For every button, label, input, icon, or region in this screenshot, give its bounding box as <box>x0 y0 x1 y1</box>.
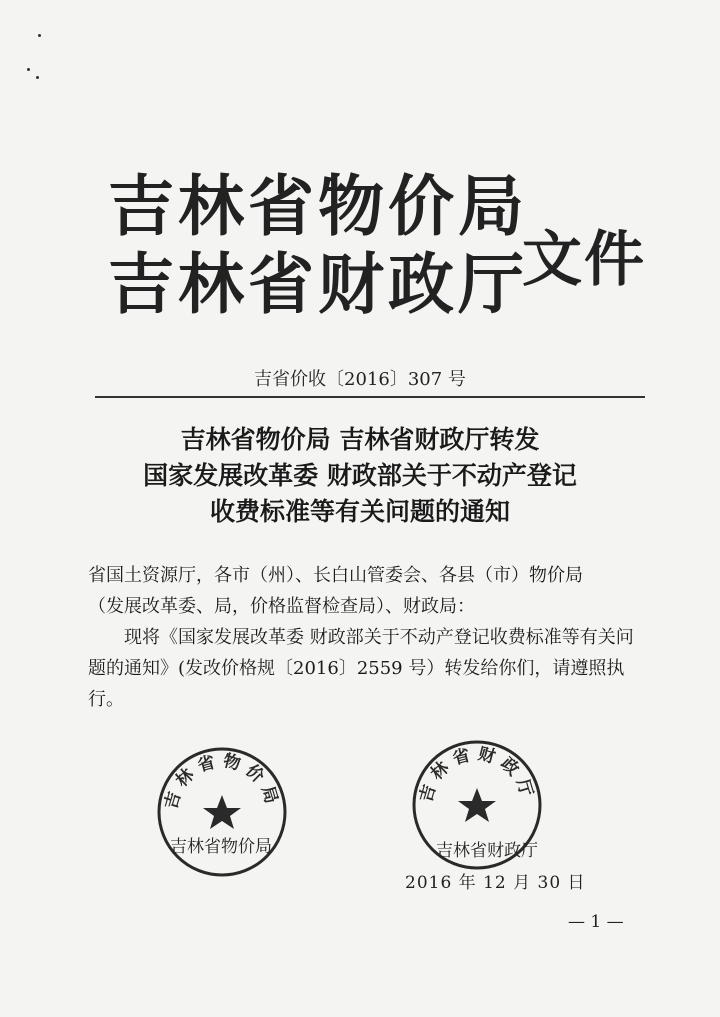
seal-1-arc-text: 吉林省物价局 <box>161 751 283 812</box>
issue-date: 2016 年 12 月 30 日 <box>405 873 586 893</box>
scan-speck <box>27 68 30 71</box>
document-type-label: 文件 <box>522 225 646 295</box>
signatory-org-2: 吉林省财政厅 <box>436 841 538 861</box>
document-body <box>88 560 648 715</box>
seal-2-arc-text: 吉林省财政厅 <box>416 744 538 805</box>
issuing-org-1: 吉林省物价局 <box>108 168 528 245</box>
star-icon <box>203 795 241 829</box>
star-icon <box>458 788 496 822</box>
page-number: — 1 — <box>568 912 624 932</box>
document-number: 吉省价收〔2016〕307 号 <box>254 369 466 390</box>
body-paragraph: 现将《国家发展改革委 财政部关于不动产登记收费标准等有关问题的通知》(发改价格规〔2016〕2559 号）转发给你们，请遵照执行。 <box>88 627 634 710</box>
document-title <box>0 422 720 530</box>
scan-speck <box>36 76 39 79</box>
title-line: 收费标准等有关问题的通知 <box>209 497 510 526</box>
title-line: 吉林省物价局 吉林省财政厅转发 <box>180 425 540 454</box>
recipients-line: （发展改革委、局，价格监督检查局）、财政局： <box>88 596 475 617</box>
seal-1-graphic <box>155 745 289 879</box>
scan-speck <box>38 34 41 37</box>
recipients-line: 省国土资源厅，各市（州）、长白山管委会、各县（市）物价局 <box>88 565 583 586</box>
issuing-organizations <box>108 168 528 324</box>
official-seal-price-bureau <box>155 745 289 879</box>
title-line: 国家发展改革委 财政部关于不动产登记 <box>143 461 577 490</box>
header-divider <box>95 396 645 398</box>
issuing-org-2: 吉林省财政厅 <box>108 246 528 323</box>
signatory-org-1: 吉林省物价局 <box>170 837 272 857</box>
